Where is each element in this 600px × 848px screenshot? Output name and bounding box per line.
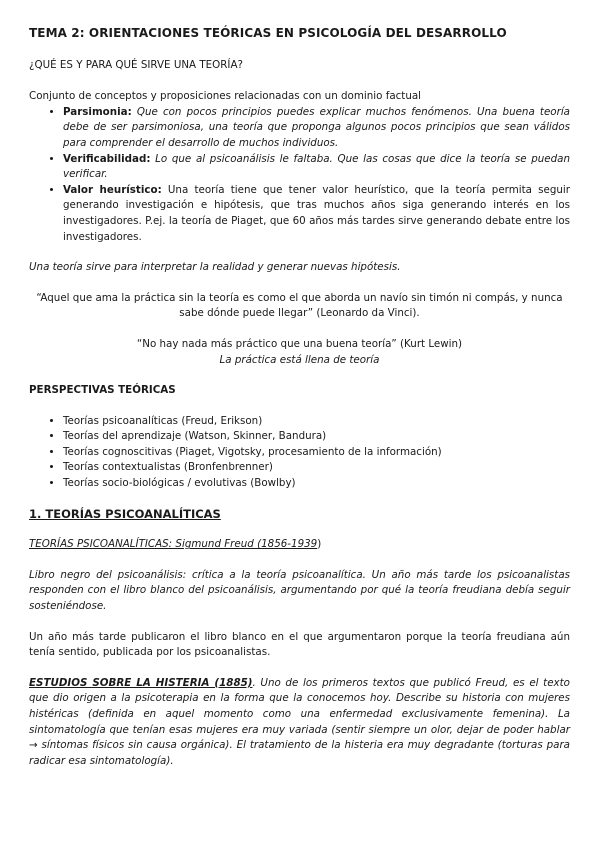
criterion-parsimonia <box>63 105 570 152</box>
list-item: • Teorías socio-biológicas / evolutivas (Bowlby) <box>63 476 570 492</box>
list-item: • Teorías contextualistas (Bronfenbrenner) <box>63 460 570 476</box>
perspectives-heading: PERSPECTIVAS TEÓRICAS <box>29 384 176 397</box>
criterion-text: Una teoría tiene que tener valor heurístico, que la teoría permita seguir generando investigación e hipótesis, que tras muchos años siga generando interés en los investigadores. P.ej. la teoría de Piaget, que 60 años más tardes sirve generando debate entre los investigadores. <box>63 183 571 243</box>
section-1-heading: 1. TEORÍAS PSICOANALÍTICAS <box>29 506 221 521</box>
subsection-heading <box>29 537 570 553</box>
criterion-term: Valor heurístico: <box>63 183 162 196</box>
definition-text: Conjunto de conceptos y proposiciones relacionadas con un dominio factual <box>29 90 422 103</box>
criterion-term: Verificabilidad: <box>63 152 151 165</box>
studies-paragraph <box>29 676 570 770</box>
subsection-close: ) <box>317 538 322 551</box>
studies-text: . Uno de los primeros textos que publicó Freud, es el texto que dio origen a la psicoterapia en la forma que la conocemos hoy. Describe su historia con mujeres histéricas (definida en aquel momento como una enfermedad exclusivamente femenina). La sintomatología que tenían esas mujeres era muy variada (sentir siempre un olor, dejar de poder hablar → síntomas físicos sin causa orgánica). El tratamiento de la histeria era muy degradante (torturas para radicar esa sintomatología). <box>29 676 570 767</box>
list-item: • Teorías cognoscitivas (Piaget, Vigotsky, procesamiento de la información) <box>63 445 570 461</box>
criterion-term: Parsimonia: <box>63 105 132 118</box>
document-title: TEMA 2: ORIENTACIONES TEÓRICAS EN PSICOLOGÍA DEL DESARROLLO <box>29 26 507 40</box>
perspectives-list <box>29 414 570 492</box>
quote-leonardo: “Aquel que ama la práctica sin la teoría es como el que aborda un navío sin timón ni compás, y nunca sabe dónde puede llegar” (Leonardo da Vinci). <box>36 291 563 320</box>
purpose-text: Una teoría sirve para interpretar la realidad y generar nuevas hipótesis. <box>29 261 401 274</box>
black-book-paragraph: Libro negro del psicoanálisis: crítica a la teoría psicoanalítica. Un año más tarde los psicoanalistas responden con el libro blanco del psicoanálisis, argumentando por qué la teoría freudiana debía seguir sosteniéndose. <box>29 568 570 613</box>
studies-title: ESTUDIOS SOBRE LA HISTERIA (1885) <box>29 676 253 689</box>
question-heading: ¿QUÉ ES Y PARA QUÉ SIRVE UNA TEORÍA? <box>29 58 243 71</box>
criterion-valor-heuristico <box>63 183 570 245</box>
subsection-title: TEORÍAS PSICOANALÍTICAS: Sigmund Freud (1856-1939 <box>29 538 318 551</box>
quote-lewin: “No hay nada más práctico que una buena teoría” (Kurt Lewin) <box>136 337 463 350</box>
white-book-paragraph: Un año más tarde publicaron el libro blanco en el que argumentaron porque la teoría freudiana aún tenía sentido, publicada por los psicoanalistas. <box>29 630 570 659</box>
criteria-list <box>29 105 570 245</box>
criterion-text: Que con pocos principios puedes explicar muchos fenómenos. Una buena teoría debe de ser parsimoniosa, una teoría que proponga algunos pocos principios que sean válidos para comprender el desarrollo de muchos individuos. <box>63 105 570 149</box>
criterion-text: Lo que al psicoanálisis le faltaba. Que las cosas que dice la teoría se puedan verificar. <box>63 152 570 181</box>
document-content <box>29 26 570 769</box>
criterion-verificabilidad <box>63 152 570 183</box>
list-item: • Teorías psicoanalíticas (Freud, Erikson) <box>63 414 570 430</box>
list-item: • Teorías del aprendizaje (Watson, Skinner, Bandura) <box>63 429 570 445</box>
quote-lewin-note: La práctica está llena de teoría <box>219 353 380 366</box>
